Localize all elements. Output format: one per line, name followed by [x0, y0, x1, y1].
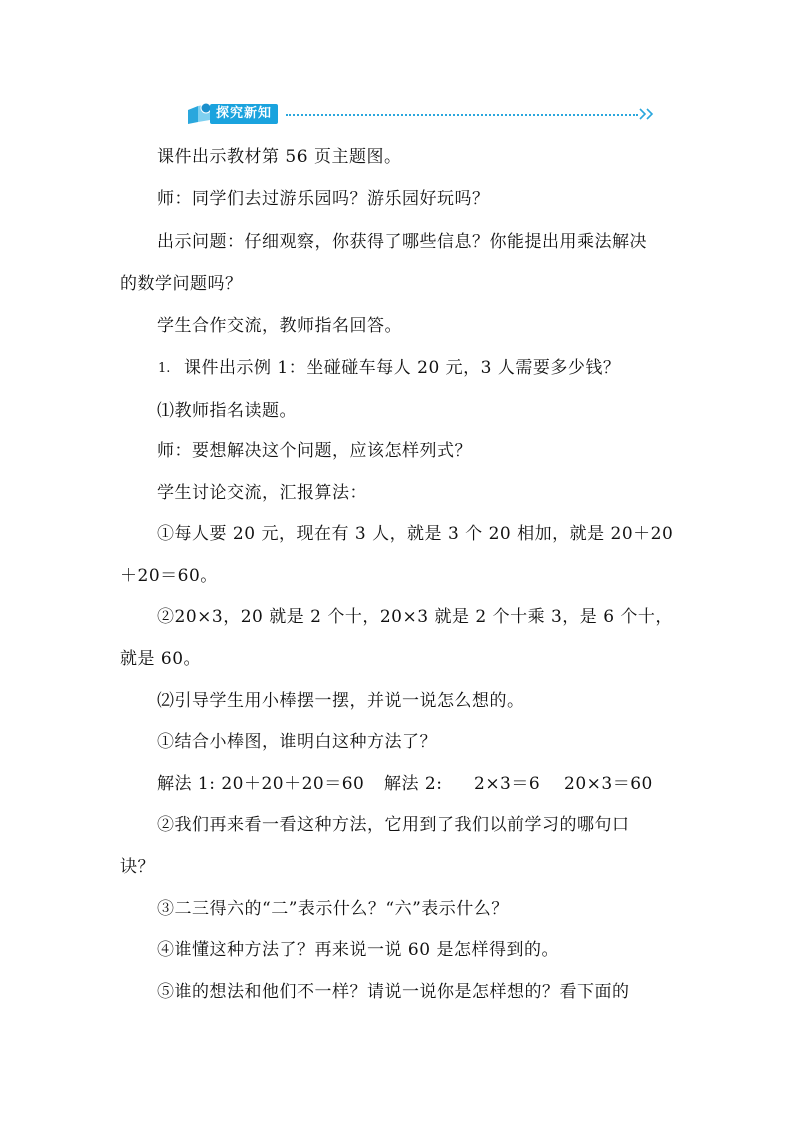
solution-2-step2: 20×3＝60 — [564, 774, 653, 794]
paragraph: 学生讨论交流，汇报算法： — [157, 483, 367, 503]
double-chevron-right-icon — [638, 104, 656, 124]
paragraph-continuation: 就是 60。 — [120, 649, 202, 669]
solution-2-step1: 2×3＝6 — [474, 774, 541, 794]
paragraph: ⑴教师指名读题。 — [157, 401, 297, 421]
paragraph: 师：要想解决这个问题，应该怎样列式？ — [157, 441, 472, 461]
section-header — [186, 102, 656, 128]
paragraph: ②20×3，20 就是 2 个十，20×3 就是 2 个十乘 3，是 6 个十， — [157, 607, 673, 627]
example-question: 课件出示例 1：坐碰碰车每人 20 元，3 人需要多少钱？ — [184, 358, 621, 378]
paragraph: ④谁懂这种方法了？再来说一说 60 是怎样得到的。 — [157, 940, 559, 960]
paragraph: 课件出示教材第 56 页主题图。 — [157, 147, 402, 167]
paragraph: ②我们再来看一看这种方法，它用到了我们以前学习的哪句口 — [157, 815, 630, 835]
paragraph: ⑵引导学生用小棒摆一摆，并说一说怎么想的。 — [157, 691, 525, 711]
paragraph-continuation: ＋20＝60。 — [120, 566, 218, 586]
paragraph: 学生合作交流，教师指名回答。 — [157, 316, 402, 336]
list-number: 1. — [158, 361, 171, 376]
paragraph: ③二三得六的“二”表示什么？“六”表示什么？ — [157, 899, 509, 919]
paragraph: 师：同学们去过游乐园吗？游乐园好玩吗？ — [157, 189, 490, 209]
solution-2-label: 解法 2: — [384, 774, 443, 794]
section-badge: 探究新知 — [210, 104, 278, 124]
paragraph-continuation: 的数学问题吗？ — [120, 274, 243, 294]
paragraph: 出示问题：仔细观察，你获得了哪些信息？你能提出用乘法解决 — [157, 232, 647, 252]
solution-1: 解法 1: 20＋20＋20＝60 — [157, 774, 365, 794]
paragraph: ①结合小棒图，谁明白这种方法了？ — [157, 732, 437, 752]
paragraph: ①每人要 20 元，现在有 3 人，就是 3 个 20 相加，就是 20＋20 — [157, 524, 674, 544]
paragraph: ⑤谁的想法和他们不一样？请说一说你是怎样想的？看下面的 — [157, 982, 630, 1002]
header-divider — [286, 114, 638, 116]
paragraph-continuation: 诀？ — [120, 857, 155, 877]
